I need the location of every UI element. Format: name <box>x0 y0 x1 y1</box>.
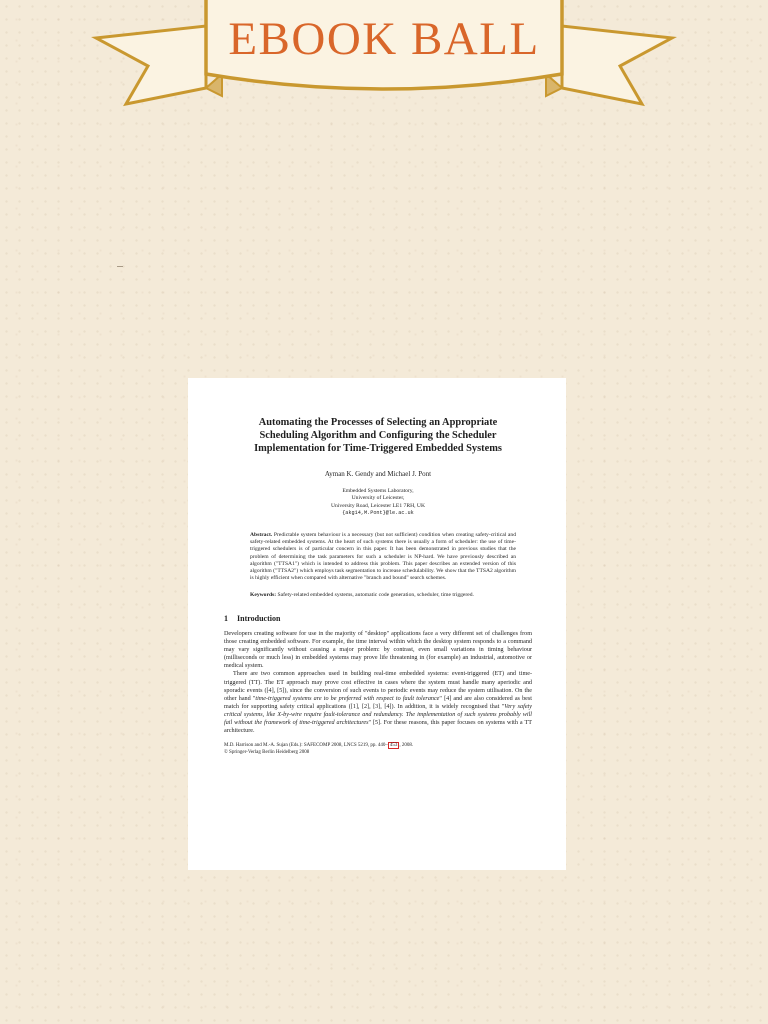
banner-title: EBOOK BALL <box>228 13 540 65</box>
publication-footnote <box>224 743 532 756</box>
intro-text: " [5]. For these reasons, this paper focuses on systems with a TT architecture. <box>224 720 532 735</box>
paper-affiliation <box>224 488 532 518</box>
affiliation-email: {akg14,M.Pont}@le.ac.uk <box>342 510 414 517</box>
ebook-ball-banner <box>0 0 768 112</box>
section-number: 1 <box>224 614 228 623</box>
paper-title-line: Scheduling Algorithm and Configuring the Scheduler <box>259 430 497 441</box>
paper-first-page <box>188 378 566 870</box>
intro-paragraph-1: Developers creating software for use in the majority of "desktop" applications face a very different set of challenges from those creating embedded software. For example, the time interval within which the desktop system responds to a command may vary significantly without causing a major problem: by contrast, even small variations in timing behaviour (milliseconds or much less) in embedded systems may prove life threatening in (for example) an industrial, automotive or medical system. <box>224 631 532 670</box>
paper-authors: Ayman K. Gendy and Michael J. Pont <box>324 470 432 478</box>
intro-paragraph-2 <box>224 670 532 735</box>
keywords-text: Safety-related embedded systems, automatic code generation, scheduler, time triggered. <box>277 591 474 598</box>
paper-title-line: Automating the Processes of Selecting an Appropriate <box>258 417 498 428</box>
footnote-copyright: © Springer-Verlag Berlin Heidelberg 2008 <box>224 749 310 755</box>
affiliation-line: University of Leicester, <box>351 495 405 502</box>
keywords-label: Keywords: <box>250 591 277 598</box>
section-heading <box>224 614 532 623</box>
affiliation-line: University Road, Leicester LE1 7RH, UK <box>331 502 425 509</box>
footnote-text: M.D. Harrison and M.-A. Sujan (Eds.): SAFECOMP 2008, LNCS 5219, pp. 440– <box>224 743 388 749</box>
intro-text: " [4] and are also considered as best match for supporting safety critical applications ([1], [2], [3], [4]). In addition, it is widely recognised that " <box>224 695 532 710</box>
footnote-text: , 2008. <box>399 743 414 749</box>
keywords <box>250 592 516 599</box>
abstract <box>250 532 516 583</box>
section-title: Introduction <box>237 614 281 623</box>
intro-quote: Very safety critical systems, like X-by-wire require fault-tolerance and redundancy. The implementation of such systems probably will fail without the framework of time-triggered architectures <box>224 703 532 727</box>
page-range-highlight: 453 <box>389 743 398 749</box>
affiliation-line: Embedded Systems Laboratory, <box>342 488 414 494</box>
intro-text: There are two common approaches used in building real-time embedded systems: event-triggered (ET) and time-triggered (TT). The ET approach may prove cost effective in cases where the system must handle many aperiodic and sporadic events ([4], [5]), since the conversion of such events to periodic events may reduce the system utilisation. On the other hand " <box>224 671 532 702</box>
abstract-label: Abstract. <box>250 531 273 538</box>
paper-title <box>224 416 532 455</box>
paper-title-line: Implementation for Time-Triggered Embedded Systems <box>254 443 502 454</box>
stray-mark <box>117 266 123 267</box>
abstract-text: Predictable system behaviour is a necessary (but not sufficient) condition when creating safety-critical and safety-related embedded systems. At the heart of such systems there is usually a form of scheduler: the use of time-triggered schedulers is of particular concern in this paper. It has been demonstrated in previous studies that the problem of determining the task parameters for such a scheduler is NP-hard. We have previously described an algorithm ("TTSA1") which is intended to address this problem. This paper describes an extended version of this algorithm ("TTSA2") which employs task segmentation to increase schedulability. We show that the TTSA2 algorithm is highly efficient when compared with alternative "branch and bound" search schemes. <box>250 531 516 582</box>
intro-quote: time-triggered systems are to be preferred with respect to fault tolerance <box>255 695 440 702</box>
